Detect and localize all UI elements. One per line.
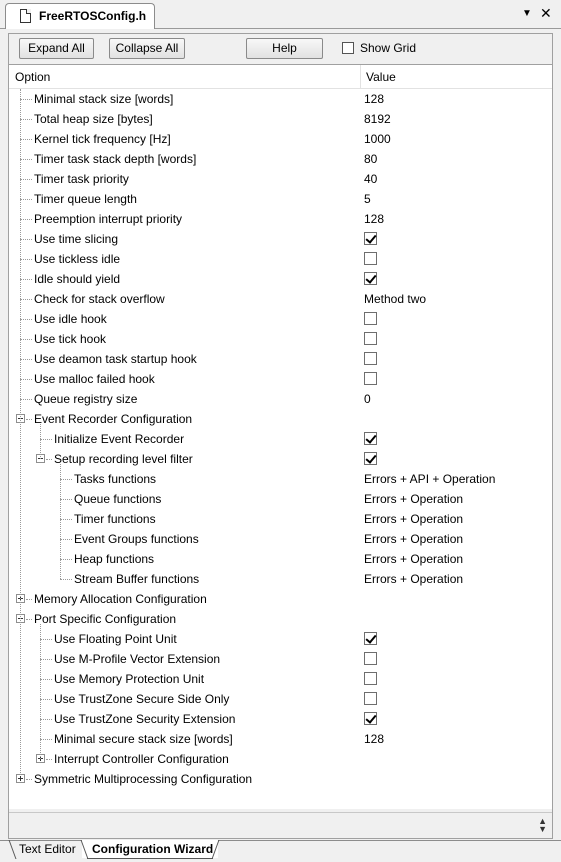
tree-row-tasks-functions[interactable]	[9, 469, 552, 489]
tree-connector	[20, 159, 32, 160]
option-checkbox[interactable]	[364, 352, 377, 365]
help-button[interactable]: Help	[246, 38, 323, 59]
option-value[interactable]: 0	[364, 392, 371, 406]
tree-row-event-recorder-configuration[interactable]	[9, 409, 552, 429]
option-label: Minimal secure stack size [words]	[54, 732, 233, 746]
tree-connector	[20, 359, 32, 360]
option-label: Setup recording level filter	[54, 452, 193, 466]
option-label: Memory Allocation Configuration	[34, 592, 207, 606]
option-label: Interrupt Controller Configuration	[54, 752, 229, 766]
tab-text-editor[interactable]	[8, 840, 84, 858]
tree-guide-line	[40, 624, 41, 759]
file-tab-label: FreeRTOSConfig.h	[39, 9, 147, 23]
tree-row-use-m-profile-vector-extension[interactable]	[9, 649, 552, 669]
option-value[interactable]: 40	[364, 172, 378, 186]
option-label: Minimal stack size [words]	[34, 92, 174, 106]
tree-connector	[26, 419, 32, 420]
tree-row-stream-buffer-functions[interactable]	[9, 569, 552, 589]
collapse-all-button[interactable]: Collapse All	[109, 38, 185, 59]
tree-connector	[20, 239, 32, 240]
tree-connector	[60, 539, 72, 540]
option-label: Use M-Profile Vector Extension	[54, 652, 221, 666]
tree-row-symmetric-multiprocessing-configuration[interactable]	[9, 769, 552, 789]
option-label: Use Floating Point Unit	[54, 632, 177, 646]
tree-connector	[20, 219, 32, 220]
option-checkbox[interactable]	[364, 652, 377, 665]
bottom-view-tabs	[0, 840, 561, 862]
document-icon	[20, 9, 31, 23]
tree-row-use-tick-hook[interactable]	[9, 329, 552, 349]
tree-header	[9, 65, 552, 89]
option-value[interactable]: Errors + Operation	[364, 532, 464, 546]
tree-connector	[40, 719, 52, 720]
option-value[interactable]: 1000	[364, 132, 391, 146]
close-icon[interactable]: ✕	[540, 5, 552, 21]
tree-guide-line	[20, 89, 21, 775]
option-label: Total heap size [bytes]	[34, 112, 153, 126]
option-checkbox[interactable]	[364, 332, 377, 345]
option-column-header[interactable]: Option	[15, 70, 51, 84]
option-label: Timer task stack depth [words]	[34, 152, 197, 166]
option-checkbox[interactable]	[364, 252, 377, 265]
tree-row-queue-registry-size[interactable]	[9, 389, 552, 409]
tree-row-idle-should-yield[interactable]	[9, 269, 552, 289]
tab-edge	[87, 858, 213, 859]
tree-connector	[60, 499, 72, 500]
option-label: Tasks functions	[74, 472, 157, 486]
option-value[interactable]: 80	[364, 152, 378, 166]
file-tab[interactable]	[5, 3, 155, 29]
tree-row-use-tickless-idle[interactable]	[9, 249, 552, 269]
options-tree-view	[9, 64, 552, 809]
value-column-header[interactable]: Value	[366, 70, 396, 84]
tree-connector	[26, 619, 32, 620]
option-label: Timer queue length	[34, 192, 137, 206]
wizard-toolbar	[9, 34, 552, 64]
tree-guide-line	[60, 464, 61, 579]
option-label: Event Groups functions	[74, 532, 199, 546]
tree-row-minimal-stack-size-words[interactable]	[9, 89, 552, 109]
option-label: Kernel tick frequency [Hz]	[34, 132, 171, 146]
tree-connector	[40, 699, 52, 700]
option-value[interactable]: 128	[364, 212, 385, 226]
tree-row-kernel-tick-frequency-hz[interactable]	[9, 129, 552, 149]
option-label: Symmetric Multiprocessing Configuration	[34, 772, 253, 786]
option-label: Use TrustZone Security Extension	[54, 712, 236, 726]
tree-row-check-for-stack-overflow[interactable]	[9, 289, 552, 309]
option-checkbox[interactable]	[364, 672, 377, 685]
tree-connector	[20, 99, 32, 100]
option-value[interactable]: Errors + Operation	[364, 552, 464, 566]
tree-connector	[20, 339, 32, 340]
option-label: Use Memory Protection Unit	[54, 672, 205, 686]
tree-row-total-heap-size-bytes[interactable]	[9, 109, 552, 129]
tree-connector	[40, 439, 52, 440]
tree-row-timer-functions[interactable]	[9, 509, 552, 529]
tree-row-timer-task-priority[interactable]	[9, 169, 552, 189]
option-label: Queue registry size	[34, 392, 138, 406]
tree-connector	[20, 319, 32, 320]
option-label: Use tickless idle	[34, 252, 121, 266]
tree-guide-line	[40, 424, 41, 459]
tree-connector	[20, 299, 32, 300]
tree-row-preemption-interrupt-priority[interactable]	[9, 209, 552, 229]
option-checkbox[interactable]	[364, 712, 377, 725]
tree-connector	[20, 179, 32, 180]
tab-text-editor-label: Text Editor	[19, 842, 76, 856]
options-tree	[9, 89, 552, 809]
column-separator[interactable]	[360, 65, 361, 89]
option-checkbox[interactable]	[364, 312, 377, 325]
option-label: Use time slicing	[34, 232, 119, 246]
tree-row-use-idle-hook[interactable]	[9, 309, 552, 329]
option-label: Check for stack overflow	[34, 292, 165, 306]
tree-connector	[20, 259, 32, 260]
tree-connector	[60, 579, 72, 580]
option-value[interactable]: Errors + Operation	[364, 492, 464, 506]
tab-edge	[81, 840, 89, 859]
tree-connector	[46, 459, 52, 460]
option-label: Timer task priority	[34, 172, 129, 186]
option-checkbox[interactable]	[364, 452, 377, 465]
tree-row-port-specific-configuration[interactable]	[9, 609, 552, 629]
tree-row-timer-task-stack-depth-words[interactable]	[9, 149, 552, 169]
option-value[interactable]: Method two	[364, 292, 427, 306]
tree-connector	[26, 599, 32, 600]
option-label: Timer functions	[74, 512, 156, 526]
tree-connector	[20, 119, 32, 120]
tree-row-use-memory-protection-unit[interactable]	[9, 669, 552, 689]
tree-row-use-trustzone-security-extension[interactable]	[9, 709, 552, 729]
expand-all-button[interactable]: Expand All	[19, 38, 94, 59]
option-label: Port Specific Configuration	[34, 612, 177, 626]
tree-row-use-floating-point-unit[interactable]	[9, 629, 552, 649]
tree-row-use-malloc-failed-hook[interactable]	[9, 369, 552, 389]
option-label: Use tick hook	[34, 332, 107, 346]
option-label: Use deamon task startup hook	[34, 352, 197, 366]
show-grid-checkbox[interactable]	[342, 42, 354, 54]
tree-connector	[20, 279, 32, 280]
tree-connector	[26, 779, 32, 780]
option-label: Initialize Event Recorder	[54, 432, 185, 446]
option-label: Use TrustZone Secure Side Only	[54, 692, 230, 706]
option-checkbox[interactable]	[364, 432, 377, 445]
option-label: Idle should yield	[34, 272, 121, 286]
tree-row-memory-allocation-configuration[interactable]	[9, 589, 552, 609]
tree-connector	[46, 759, 52, 760]
option-label: Queue functions	[74, 492, 162, 506]
tree-row-queue-functions[interactable]	[9, 489, 552, 509]
tree-connector	[20, 139, 32, 140]
tree-connector	[40, 679, 52, 680]
tree-connector	[60, 479, 72, 480]
tree-row-timer-queue-length[interactable]	[9, 189, 552, 209]
tree-connector	[60, 519, 72, 520]
tree-connector	[40, 739, 52, 740]
tree-row-event-groups-functions[interactable]	[9, 529, 552, 549]
option-checkbox[interactable]	[364, 632, 377, 645]
option-value[interactable]: 8192	[364, 112, 391, 126]
option-value[interactable]: 5	[364, 192, 371, 206]
tree-connector	[20, 379, 32, 380]
tree-row-use-time-slicing[interactable]	[9, 229, 552, 249]
tree-row-minimal-secure-stack-size-words[interactable]	[9, 729, 552, 749]
configuration-wizard-panel	[8, 33, 553, 839]
option-value[interactable]: Errors + Operation	[364, 572, 464, 586]
option-value[interactable]: Errors + API + Operation	[364, 472, 496, 486]
tree-row-use-deamon-task-startup-hook[interactable]	[9, 349, 552, 369]
description-area	[9, 812, 552, 838]
show-grid-label: Show Grid	[360, 41, 417, 55]
option-label: Use malloc failed hook	[34, 372, 155, 386]
option-checkbox[interactable]	[364, 692, 377, 705]
tab-edge	[9, 840, 17, 859]
tree-row-interrupt-controller-configuration[interactable]	[9, 749, 552, 769]
option-label: Heap functions	[74, 552, 155, 566]
tree-row-initialize-event-recorder[interactable]	[9, 429, 552, 449]
scroll-arrows-icon[interactable]: ▲ ▼	[538, 816, 547, 834]
option-value[interactable]: 128	[364, 92, 385, 106]
tree-row-setup-recording-level-filter[interactable]	[9, 449, 552, 469]
tree-connector	[40, 659, 52, 660]
tree-connector	[20, 199, 32, 200]
option-value[interactable]: Errors + Operation	[364, 512, 464, 526]
option-label: Stream Buffer functions	[74, 572, 200, 586]
document-tab-bar	[0, 0, 561, 29]
tree-connector	[40, 639, 52, 640]
option-checkbox[interactable]	[364, 272, 377, 285]
tree-connector	[20, 399, 32, 400]
tree-row-heap-functions[interactable]	[9, 549, 552, 569]
tree-connector	[60, 559, 72, 560]
tree-row-use-trustzone-secure-side-only[interactable]	[9, 689, 552, 709]
option-checkbox[interactable]	[364, 372, 377, 385]
option-label: Use idle hook	[34, 312, 107, 326]
tab-configuration-wizard[interactable]	[82, 840, 218, 858]
tab-configuration-wizard-label: Configuration Wizard	[92, 842, 214, 856]
option-label: Event Recorder Configuration	[34, 412, 193, 426]
option-label: Preemption interrupt priority	[34, 212, 183, 226]
expand-plus-icon[interactable]	[16, 774, 25, 783]
option-value[interactable]: 128	[364, 732, 385, 746]
option-checkbox[interactable]	[364, 232, 377, 245]
window-dropdown-icon[interactable]: ▼	[522, 8, 532, 19]
